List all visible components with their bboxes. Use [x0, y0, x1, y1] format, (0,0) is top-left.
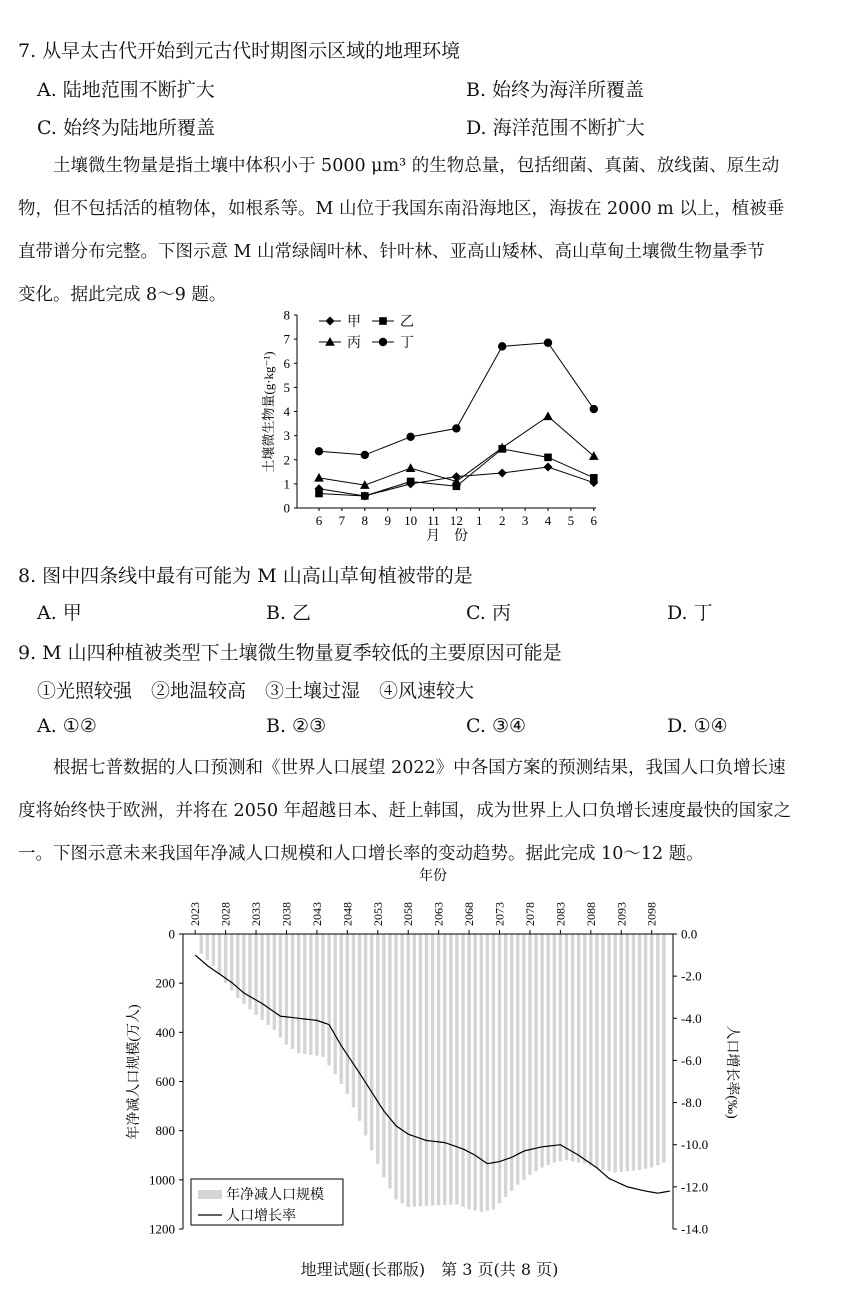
bar-mark	[273, 934, 276, 1030]
bar-mark	[334, 934, 337, 1074]
bar-mark	[309, 934, 312, 1055]
chart2-right-tick-label: -8.0	[681, 1095, 702, 1111]
chart1-ytick-label: 4	[283, 404, 290, 419]
chart2-xtick-label: 2023	[188, 902, 203, 926]
q7-option-b[interactable]: B. 始终为海洋所覆盖	[466, 79, 645, 101]
chart1-xtick-label: 12	[449, 513, 463, 528]
chart2-xtick-label: 2068	[462, 902, 477, 926]
bar-mark	[321, 934, 324, 1057]
bar-mark	[346, 934, 349, 1094]
legend-label: 丙	[347, 336, 361, 351]
chart2-top-axis-title: 年份	[419, 869, 447, 884]
chart2-left-tick-label: 800	[155, 1123, 175, 1139]
circle-marker	[361, 451, 369, 459]
circle-marker	[590, 405, 598, 413]
passage-line: 土壤微生物量是指土壤中体积小于 5000 μm³ 的生物总量，包括细菌、真菌、放线菌、原生动	[18, 156, 780, 176]
bar-mark	[455, 934, 458, 1204]
bar-mark	[200, 934, 203, 954]
bar-mark	[589, 934, 592, 1165]
question-7-stem: 7. 从早太古代开始到元古代时期图示区域的地理环境	[18, 40, 461, 62]
chart2-xtick-label: 2033	[249, 902, 264, 926]
chart1-ytick-label: 0	[283, 500, 290, 516]
bar-mark	[565, 934, 568, 1160]
circle-marker	[452, 424, 460, 432]
q9-option-c[interactable]: C. ③④	[466, 715, 527, 737]
triangle-marker	[325, 337, 335, 346]
bar-mark	[474, 934, 477, 1211]
bar-mark	[358, 934, 361, 1121]
bar-mark	[571, 934, 574, 1161]
bar-mark	[486, 934, 489, 1211]
square-marker	[544, 454, 552, 462]
circle-marker	[406, 433, 414, 441]
chart2-right-tick-label: -12.0	[681, 1179, 709, 1195]
q8-option-c[interactable]: C. 丙	[466, 602, 511, 624]
chart2-xtick-label: 2058	[401, 902, 416, 926]
bar-mark	[218, 934, 221, 975]
bar-mark	[394, 934, 397, 1200]
chart1-xtick-label: 10	[404, 513, 418, 528]
bar-mark	[577, 934, 580, 1163]
chart1-series-line	[319, 343, 594, 455]
q8-option-b[interactable]: B. 乙	[266, 602, 312, 624]
question-8-stem: 8. 图中四条线中最有可能为 M 山高山草甸植被带的是	[18, 565, 473, 587]
bar-mark	[644, 934, 647, 1169]
bar-mark	[364, 934, 367, 1136]
chart2-bars	[200, 934, 666, 1212]
square-marker	[361, 492, 369, 500]
bar-mark	[626, 934, 629, 1171]
bar-mark	[315, 934, 318, 1056]
passage-line: 根据七普数据的人口预测和《世界人口展望 2022》中各国方案的预测结果，我国人口负增长速	[18, 758, 786, 778]
chart2-xtick-label: 2078	[522, 902, 537, 926]
legend-bar-swatch	[198, 1190, 222, 1199]
chart1-xtick-label: 11	[427, 513, 440, 528]
bar-mark	[407, 934, 410, 1207]
circle-marker	[379, 338, 387, 346]
triangle-marker	[406, 463, 416, 472]
bar-mark	[662, 934, 665, 1163]
bar-mark	[400, 934, 403, 1203]
chart1-xtick-label: 5	[567, 513, 575, 528]
page-footer: 地理试题(长郡版) 第 3 页(共 8 页)	[300, 1260, 559, 1279]
passage-line: 物，但不包括活的植物体，如根系等。M 山位于我国东南沿海地区，海拔在 2000 m 以上，植被垂	[18, 199, 785, 219]
bar-mark	[388, 934, 391, 1188]
bar-mark	[248, 934, 251, 1009]
q9-option-a[interactable]: A. ①②	[37, 715, 97, 737]
passage-line: 一。下图示意未来我国年净减人口规模和人口增长率的变动趋势。据此完成 10～12 题。	[18, 844, 704, 864]
bar-mark	[467, 934, 470, 1209]
bar-mark	[376, 934, 379, 1164]
chart1-xtick-label: 4	[544, 513, 552, 528]
circle-marker	[498, 342, 506, 350]
bar-mark	[595, 934, 598, 1168]
square-marker	[315, 490, 323, 498]
q7-option-d[interactable]: D. 海洋范围不断扩大	[466, 117, 645, 139]
q7-option-a[interactable]: A. 陆地范围不断扩大	[37, 79, 215, 101]
chart2-xtick-label: 2048	[340, 902, 355, 926]
bar-mark	[212, 934, 215, 966]
triangle-marker	[314, 473, 324, 482]
chart1-xtick-label: 6	[315, 513, 323, 528]
square-marker	[407, 478, 415, 486]
chart1-xtick-label: 1	[476, 513, 483, 528]
chart1-xlabel: 月 份	[426, 529, 468, 544]
bar-mark	[480, 934, 483, 1212]
square-marker	[379, 317, 387, 325]
diamond-marker	[498, 469, 507, 478]
bar-mark	[224, 934, 227, 983]
bar-mark	[413, 934, 416, 1207]
bar-mark	[492, 934, 495, 1209]
bar-mark	[297, 934, 300, 1053]
chart2-xtick-label: 2088	[583, 902, 598, 926]
chart1-ytick-label: 8	[283, 307, 290, 323]
triangle-marker	[589, 451, 599, 460]
bar-mark	[327, 934, 330, 1066]
circle-marker	[315, 447, 323, 455]
bar-mark	[601, 934, 604, 1170]
chart1-xtick-label: 7	[338, 513, 346, 528]
bar-mark	[614, 934, 617, 1172]
chart1-xtick-label: 6	[590, 513, 598, 528]
bar-mark	[449, 934, 452, 1205]
chart1-ylabel: 土壤微生物量(g·kg⁻¹)	[261, 351, 276, 473]
bar-mark	[534, 934, 537, 1171]
chart1-xtick-label: 8	[361, 513, 369, 528]
chart1-xtick-label: 9	[384, 513, 391, 528]
passage-microbial	[18, 145, 844, 317]
chart2-right-tick-label: -14.0	[681, 1221, 709, 1237]
bar-mark	[382, 934, 385, 1177]
chart1-ytick-label: 5	[283, 379, 290, 395]
passage-line: 变化。据此完成 8～9 题。	[18, 285, 227, 305]
bar-mark	[291, 934, 294, 1049]
bar-mark	[656, 934, 659, 1165]
bar-mark	[510, 934, 513, 1191]
bar-mark	[583, 934, 586, 1164]
chart2-right-tick-label: 0.0	[681, 926, 698, 942]
chart2-xtick-label: 2028	[218, 902, 233, 926]
chart2-left-tick-label: 400	[155, 1024, 175, 1040]
legend-label: 甲	[347, 315, 361, 330]
legend-label: 年净减人口规模	[226, 1188, 324, 1203]
bar-mark	[632, 934, 635, 1171]
bar-mark	[206, 934, 209, 960]
chart2-right-tick-label: -2.0	[681, 968, 702, 984]
bar-mark	[352, 934, 355, 1107]
q7-option-c[interactable]: C. 始终为陆地所覆盖	[37, 117, 215, 139]
chart2-left-tick-label: 1000	[149, 1172, 175, 1188]
chart2-legend	[191, 1179, 343, 1225]
chart2-xtick-label: 2073	[492, 902, 507, 926]
question-9-stem: 9. M 山四种植被类型下土壤微生物量夏季较低的主要原因可能是	[18, 642, 562, 664]
bar-mark	[553, 934, 556, 1163]
q8-option-d[interactable]: D. 丁	[667, 602, 713, 624]
chart2-xtick-label: 2083	[553, 902, 568, 926]
bar-mark	[419, 934, 422, 1206]
bar-mark	[528, 934, 531, 1175]
square-marker	[590, 474, 598, 482]
bar-mark	[461, 934, 464, 1207]
bar-mark	[607, 934, 610, 1171]
chart2-xtick-label: 2043	[309, 902, 324, 926]
soil-microbial-chart	[255, 305, 615, 550]
chart2-left-tick-label: 1200	[149, 1221, 175, 1237]
circle-marker	[544, 339, 552, 347]
q8-option-a[interactable]: A. 甲	[37, 602, 82, 624]
bar-mark	[267, 934, 270, 1025]
diamond-marker	[544, 462, 553, 471]
chart1-ytick-label: 2	[283, 452, 290, 468]
bar-mark	[303, 934, 306, 1054]
bar-mark	[254, 934, 257, 1015]
bar-mark	[547, 934, 550, 1165]
bar-mark	[522, 934, 525, 1180]
bar-mark	[443, 934, 446, 1205]
chart1-xtick-label: 3	[521, 513, 529, 528]
bar-mark	[260, 934, 263, 1020]
chart1-ytick-label: 3	[283, 428, 290, 444]
chart2-xtick-label: 2098	[644, 902, 659, 926]
bar-mark	[504, 934, 507, 1197]
bar-mark	[431, 934, 434, 1206]
passage-line: 度将始终快于欧洲，并将在 2050 年超越日本、赶上韩国，成为世界上人口负增长速度最快的国家之	[18, 801, 792, 821]
passage-line: 直带谱分布完整。下图示意 M 山常绿阔叶林、针叶林、亚高山矮林、高山草甸土壤微生物量季节	[18, 242, 765, 262]
chart2-left-tick-label: 600	[155, 1074, 175, 1089]
bar-mark	[516, 934, 519, 1185]
q9-statements: ①光照较强 ②地温较高 ③土壤过湿 ④风速较大	[37, 680, 475, 702]
bar-mark	[498, 934, 501, 1203]
passage-population	[18, 747, 844, 876]
chart2-xtick-label: 2093	[614, 902, 629, 926]
bar-mark	[437, 934, 440, 1205]
chart1-ytick-label: 1	[283, 476, 290, 492]
chart2-xtick-label: 2038	[279, 902, 294, 926]
chart2-xtick-label: 2063	[431, 902, 446, 926]
bar-mark	[425, 934, 428, 1206]
chart2-right-axis-label: 人口增长率(‰)	[724, 1025, 739, 1119]
bar-mark	[285, 934, 288, 1045]
bar-mark	[370, 934, 373, 1150]
q9-option-b[interactable]: B. ②③	[266, 715, 327, 737]
bar-mark	[540, 934, 543, 1168]
legend-label: 丁	[400, 336, 414, 351]
bar-mark	[650, 934, 653, 1168]
triangle-marker	[543, 411, 553, 420]
chart1-ytick-label: 7	[283, 331, 290, 347]
chart2-left-tick-label: 200	[155, 975, 175, 991]
bar-mark	[279, 934, 282, 1037]
chart2-right-tick-label: -4.0	[681, 1010, 702, 1026]
q9-option-d[interactable]: D. ①④	[667, 715, 728, 737]
chart2-left-axis-label: 年净减人口规模(万人)	[127, 1004, 142, 1140]
bar-mark	[340, 934, 343, 1084]
population-chart	[120, 862, 760, 1247]
diamond-marker	[326, 317, 335, 326]
chart2-xtick-label: 2053	[370, 902, 385, 926]
legend-label: 乙	[400, 315, 414, 330]
bar-mark	[638, 934, 641, 1170]
legend-label: 人口增长率	[226, 1209, 296, 1224]
chart1-xtick-label: 2	[498, 513, 506, 528]
chart2-left-tick-label: 0	[168, 926, 175, 942]
chart1-ytick-label: 6	[283, 355, 290, 371]
bar-mark	[620, 934, 623, 1172]
chart1-legend	[319, 314, 414, 351]
chart2-right-tick-label: -6.0	[681, 1052, 702, 1068]
bar-mark	[559, 934, 562, 1161]
chart2-right-tick-label: -10.0	[681, 1137, 709, 1153]
